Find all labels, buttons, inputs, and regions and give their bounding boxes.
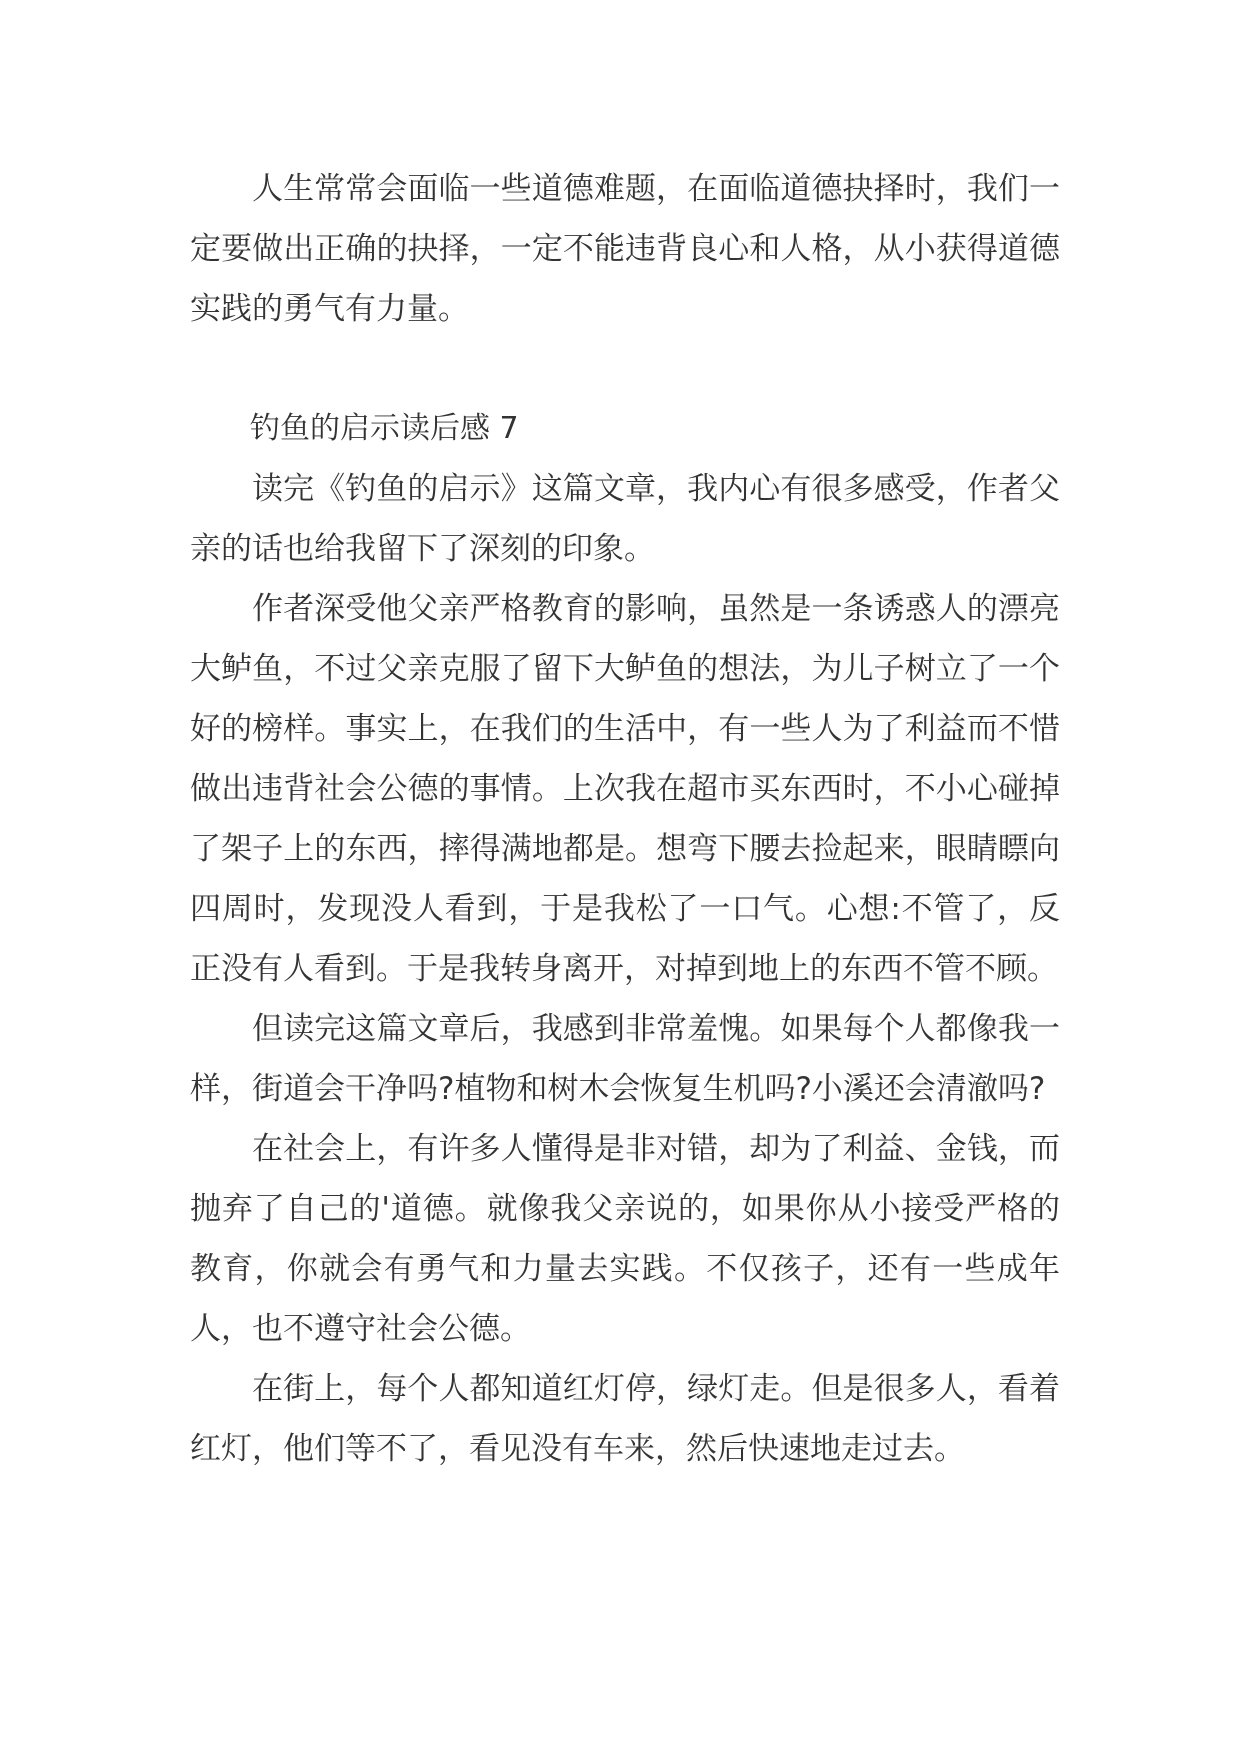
document-body: [190, 159, 1060, 1479]
paragraph-2: 作者深受他父亲严格教育的影响，虽然是一条诱惑人的漂亮大鲈鱼，不过父亲克服了留下大鲈鱼的想法，为儿子树立了一个好的榜样。事实上，在我们的生活中，有一些人为了利益而不惜做出违背社会公德的事情。上次我在超市买东西时，不小心碰掉了架子上的东西，摔得满地都是。想弯下腰去捡起来，眼睛瞟向四周时，发现没人看到，于是我松了一口气。心想:不管了，反正没有人看到。于是我转身离开，对掉到地上的东西不管不顾。: [190, 591, 1060, 987]
section-title: 钓鱼的启示读后感 7: [250, 411, 519, 446]
paragraph-3: 但读完这篇文章后，我感到非常羞愧。如果每个人都像我一样，街道会干净吗?植物和树木会恢复生机吗?小溪还会清澈吗?: [190, 1011, 1060, 1107]
section-spacer: [190, 339, 1060, 399]
paragraph-1: 读完《钓鱼的启示》这篇文章，我内心有很多感受，作者父亲的话也给我留下了深刻的印象。: [190, 471, 1060, 567]
paragraph-5: 在街上，每个人都知道红灯停，绿灯走。但是很多人，看着红灯，他们等不了，看见没有车来，然后快速地走过去。: [190, 1371, 1060, 1467]
paragraph-4: 在社会上，有许多人懂得是非对错，却为了利益、金钱，而抛弃了自己的'道德。就像我父亲说的，如果你从小接受严格的教育，你就会有勇气和力量去实践。不仅孩子，还有一些成年人，也不遵守社会公德。: [190, 1131, 1060, 1347]
intro-paragraph: 人生常常会面临一些道德难题，在面临道德抉择时，我们一定要做出正确的抉择，一定不能违背良心和人格，从小获得道德实践的勇气有力量。: [190, 171, 1060, 327]
